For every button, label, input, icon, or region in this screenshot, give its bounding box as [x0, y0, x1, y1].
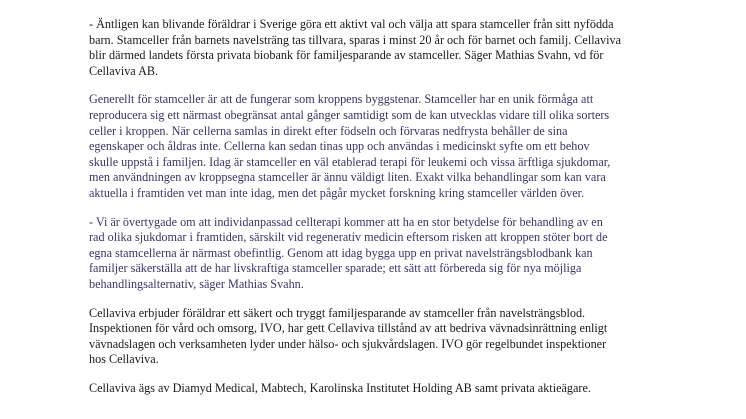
text-line: aktuella i framtiden vet man inte idag, men det pågår mycket forskning kring stamceller världen över. [89, 185, 585, 200]
text-line: Cellaviva ägs av Diamyd Medical, Mabtech, Karolinska Institutet Holding AB samt privata aktieägare. [89, 380, 591, 395]
text-line: - Äntligen kan blivande föräldrar i Sverige göra ett aktivt val och välja att spara stamceller från sitt nyfödda [89, 17, 614, 31]
document-body [89, 17, 689, 396]
text-line: familjer säkerställa att de har livskraftiga stamceller sparade; ett sätt att förbereda sig för nya möjliga [89, 261, 582, 276]
text-line: skulle uppstå i familjen. Idag är stamceller en väl etablerad terapi för leukemi och vissa ärftliga sjukdomar, [89, 154, 611, 169]
paragraph-intro-quote [89, 17, 689, 79]
text-line: hos Cellaviva. [89, 352, 159, 367]
text-line: egenskaper och åldras inte. Cellerna kan sedan tinas upp och användas i medicinskt syfte om ett behov [89, 139, 590, 154]
text-line: behandlingsalternativ, säger Mathias Svahn. [89, 276, 304, 291]
text-line: Cellaviva erbjuder föräldrar ett säkert och tryggt familjesparande av stamceller från navelsträngsblod. [89, 305, 586, 320]
text-line: egna stamcellerna är närmast obefintlig. Genom att idag bygga upp en privat navelsträngsblodbank kan [89, 245, 593, 260]
text-line: vävnadslagen och verksamheten lyder under hälso- och sjukvårdslagen. IVO gör regelbundet inspektioner [89, 336, 607, 351]
text-line: rad olika sjukdomar i framtiden, särskilt vid regenerativ medicin eftersom risken att kroppen stöter bort de [89, 230, 608, 245]
paragraph-cell-therapy-quote [89, 215, 689, 293]
text-line: celler i kroppen. När cellerna samlas in direkt efter födseln och förvaras nedfrysta behåller de sina [89, 123, 568, 138]
text-line: Inspektionen för vård och omsorg, IVO, har gett Cellaviva tillstånd av att bedriva vävnadsinrättning enligt [89, 321, 608, 336]
text-line: men användningen av kroppsegna stamceller är ännu väldigt liten. Exakt vilka behandlingar som kan vara [89, 170, 606, 185]
text-line: blir därmed landets första privata biobank för familjesparande av stamceller. Säger Mathias Svahn, vd för [89, 48, 604, 63]
text-line: reproducera sig ett närmast obegränsat antal gånger samtidigt som de kan utvecklas vidare till olika sorters [89, 107, 610, 122]
text-line: - Vi är övertygade om att individanpassad cellterapi kommer att ha en stor betydelse för behandling av en [89, 214, 603, 229]
text-line: Cellaviva AB. [89, 63, 159, 78]
paragraph-ownership [89, 381, 689, 397]
text-line: Generellt för stamceller är att de fungerar som kroppens byggstenar. Stamceller har en unik förmåga att [89, 92, 594, 107]
paragraph-cellaviva-offer [89, 306, 689, 368]
text-line: barn. Stamceller från barnets navelsträng tas tillvara, sparas i minst 20 år och för barnet och familj. Cellaviva [89, 32, 622, 47]
paragraph-stem-cells-general [89, 92, 689, 201]
